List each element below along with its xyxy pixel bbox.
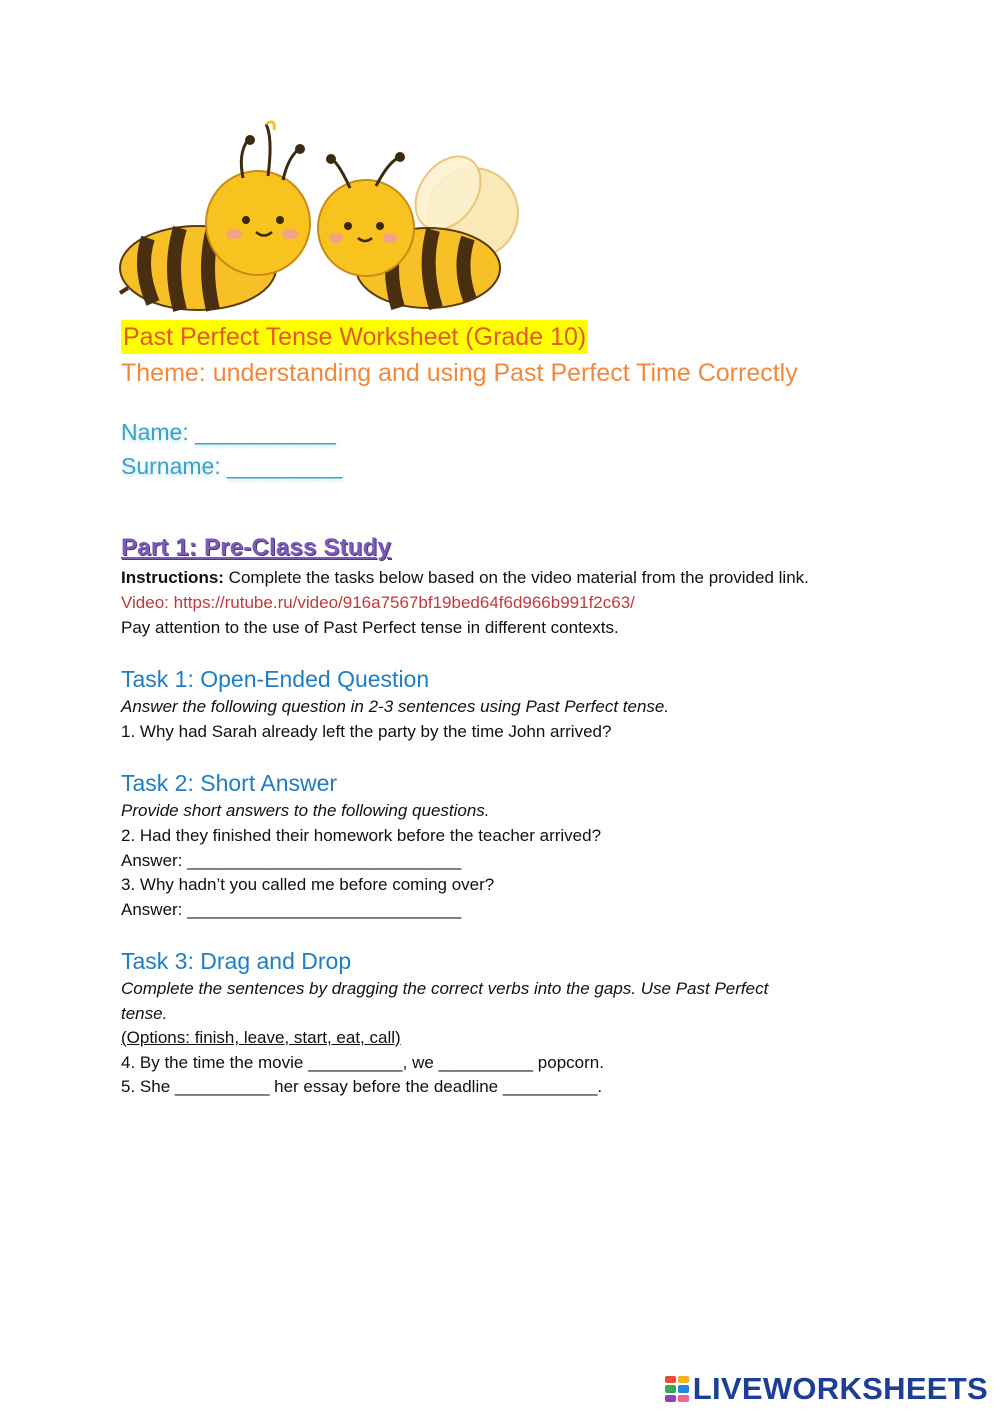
task3-instruction-line-2: tense. xyxy=(121,1004,168,1023)
liveworksheets-logo xyxy=(665,1372,988,1406)
logo-square xyxy=(678,1385,689,1392)
task2-title: Task 2: Short Answer xyxy=(121,770,338,796)
surname-field[interactable]: Surname: _________ xyxy=(121,453,343,479)
task2-answer-3[interactable]: Answer: _____________________________ xyxy=(121,900,462,919)
part1-heading: Part 1: Pre-Class Study xyxy=(121,534,392,561)
task2-question-2: 2. Had they finished their homework before the teacher arrived? xyxy=(121,826,602,845)
task3-title: Task 3: Drag and Drop xyxy=(121,948,352,974)
logo-square xyxy=(665,1385,676,1392)
task3-instruction-line-1: Complete the sentences by dragging the correct verbs into the gaps. Use Past Perfect xyxy=(121,979,769,998)
task3-question-5[interactable]: 5. She __________ her essay before the deadline __________. xyxy=(121,1077,603,1096)
task3-question-4[interactable]: 4. By the time the movie __________, we __________ popcorn. xyxy=(121,1053,604,1072)
task1-instruction: Answer the following question in 2-3 sentences using Past Perfect tense. xyxy=(121,697,670,716)
task3-options: (Options: finish, leave, start, eat, call) xyxy=(121,1028,401,1047)
left-bee-icon xyxy=(120,122,310,310)
task2-question-3: 3. Why hadn’t you called me before coming over? xyxy=(121,875,495,894)
worksheet-title: Past Perfect Tense Worksheet (Grade 10) xyxy=(121,320,588,354)
liveworksheets-logo-text: LIVEWORKSHEETS xyxy=(692,1371,988,1406)
logo-square xyxy=(665,1395,676,1402)
logo-square xyxy=(678,1395,689,1402)
logo-square xyxy=(665,1376,676,1383)
task2-answer-2[interactable]: Answer: _____________________________ xyxy=(121,851,462,870)
task1-title: Task 1: Open-Ended Question xyxy=(121,666,430,692)
task2-instruction: Provide short answers to the following questions. xyxy=(121,801,490,820)
liveworksheets-logo-icon xyxy=(665,1376,689,1402)
task1-question-1: 1. Why had Sarah already left the party by the time John arrived? xyxy=(121,722,612,741)
part1-note: Pay attention to the use of Past Perfect tense in different contexts. xyxy=(121,618,619,637)
instructions-label: Instructions: xyxy=(121,568,224,587)
instructions-text: Complete the tasks below based on the video material from the provided link. xyxy=(223,568,809,587)
logo-square xyxy=(678,1376,689,1383)
name-field[interactable]: Name: ___________ xyxy=(121,419,336,445)
instructions-line xyxy=(121,566,809,590)
right-bee-icon xyxy=(318,144,518,308)
bees-illustration xyxy=(118,118,523,318)
worksheet-theme: Theme: understanding and using Past Perfect Time Correctly xyxy=(121,359,798,387)
video-link[interactable]: Video: https://rutube.ru/video/916a7567bf19bed64f6d966b991f2c63/ xyxy=(121,593,635,612)
